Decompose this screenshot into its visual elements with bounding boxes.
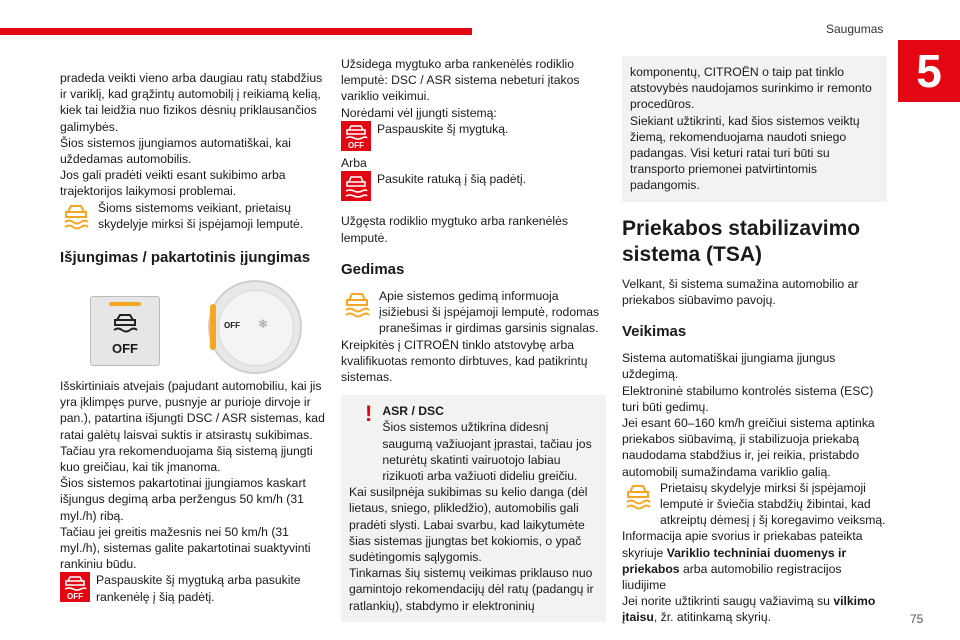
press-button-text: Paspauskite šį mygtuką arba pasukite rankenėlę į šią padėtį. xyxy=(96,573,301,604)
warning-lamp-text: Šioms sistemoms veikiant, prietaisų skydelyje mirksi ši įspėjamoji lemputė. xyxy=(98,200,304,231)
text-line: Šios sistemos įjungiamos automatiškai, kai xyxy=(60,135,291,150)
warning-title: ASR / DSC xyxy=(382,404,444,419)
text-line: trajektorijos laikymosi problemai. xyxy=(60,184,237,199)
text-line: myl./h) ribą. xyxy=(60,508,124,523)
info-post: arba automobilio registracijos liudijime xyxy=(622,561,842,593)
safety-paragraph xyxy=(622,593,887,625)
off-label: OFF xyxy=(112,341,138,357)
text-line: pradeda veikti vieno arba daugiau ratų stabdžius xyxy=(60,71,323,85)
tsa-title: Priekabos stabilizavimo sistema (TSA) xyxy=(622,216,861,266)
continued-box xyxy=(622,56,887,202)
drive-mode-knob[interactable] xyxy=(208,280,302,374)
tsa-lamp-note xyxy=(622,480,887,529)
fault-text: Apie sistemos gedimą informuoja įsižiebusi ši įspėjamoji lemputė, rodomas pranešimas ir girdimas garsinis signalas. xyxy=(379,289,600,336)
section-heading: Išjungimas / pakartotinis įjungimas xyxy=(60,248,311,266)
column-3 xyxy=(622,56,887,626)
skid-warning-icon xyxy=(60,200,92,234)
text-line: Išskirtiniais atvejais (pajudant automobiliu, kai jis xyxy=(60,379,322,394)
fault-heading: Gedimas xyxy=(341,260,405,278)
text-line: galimybės. xyxy=(60,119,119,134)
warning-box-header xyxy=(349,403,598,484)
text-line: uždedamas automobilis. xyxy=(60,152,192,167)
page-number: 75 xyxy=(910,612,924,626)
text-line: rankiniu būdu. xyxy=(60,557,137,572)
text-line: Sistema automatiškai įjungiama įjungus xyxy=(622,351,836,366)
text-line: ratai galėtų laisvai suktis ir atsirastų sukibimas. xyxy=(60,427,313,442)
text-line: Elektroninė stabilumo kontrolės sistema (ESC) xyxy=(622,383,874,398)
or-text: Arba xyxy=(341,156,367,171)
text-line: Užgęsta rodiklio mygtuko arba rankenėlės xyxy=(341,214,568,229)
text-line: automobilį sumažindama variklio galią. xyxy=(622,464,831,479)
fault-note xyxy=(341,288,606,337)
info-pre: Informacija apie svorius ir priekabas pateikta skyriuje xyxy=(622,529,863,560)
info-paragraph xyxy=(622,528,887,593)
safe-bold: vilkimo įtaisu xyxy=(622,594,876,625)
skid-warning-icon xyxy=(622,480,654,514)
dsc-off-button[interactable] xyxy=(90,296,160,366)
grey-text: komponentų, CITROËN o taip pat tinklo atstovybės naudojamos surinkimo ir remonto procedūros. xyxy=(630,65,872,112)
warning-lamp-note xyxy=(60,200,325,234)
warning-first: Šios sistemos užtikrina didesnį saugumą važiuojant įprastai, tačiau jos neturėtų skatinti vairuotojo labiau rizikuoti arba važiuoti dideliu greičiu. xyxy=(382,420,592,484)
column-1 xyxy=(60,70,325,607)
warning-tyres: Tinkamas šių sistemų veikimas priklauso nuo gamintojo rekomendacijų dėl ratų (padangų ir ratlankių), stabdymo ir elektroninių xyxy=(349,566,594,613)
dsc-off-red-icon xyxy=(60,572,90,606)
snow-icon: ❄ xyxy=(258,317,269,332)
text-line: turi būti gedimų. xyxy=(622,399,709,414)
text-line: Jei esant 60–160 km/h greičiui sistema aptinka xyxy=(622,416,875,431)
controls-illustration xyxy=(60,280,325,364)
warning-body: Kai susilpnėja sukibimas su kelio danga (dėl lietaus, sniego, plikledžio), automobilis gali pradėti slysti. Labai svarbu, kad laikytumėte šias sistemas įjungtas bet kokiomis, o ypač sudėtingomis sąlygomis. xyxy=(349,485,588,565)
text-line: Kreipkitės į CITROËN tinklo atstovybę arba xyxy=(341,337,575,352)
chapter-number: 5 xyxy=(898,40,960,102)
text-line: lemputė. xyxy=(341,230,388,245)
text-line: pan.), patartina išjungti DSC / ASR sistemas, kad xyxy=(60,411,325,426)
icon-off-text: OFF xyxy=(67,592,83,602)
turn-note xyxy=(341,171,606,205)
info-bold-link: Variklio techniniai duomenys ir priekabos xyxy=(622,545,847,576)
text-line: myl./h), sistemas galite pakartotinai suaktyvinti xyxy=(60,541,311,556)
warning-box xyxy=(341,395,606,622)
text-line: Šios sistemos pakartotinai įjungiamos kaskart xyxy=(60,476,306,491)
exclamation-icon: ! xyxy=(365,401,373,427)
header-accent-bar xyxy=(0,28,472,35)
text-line: Tačiau yra rekomenduojama šią sistemą įjungti xyxy=(60,443,313,458)
dsc-off-red-icon xyxy=(341,121,371,155)
text-line: Norėdami vėl įjungti sistemą: xyxy=(341,105,497,120)
safe-post: , žr. atitinkamą skyrių. xyxy=(653,610,772,625)
text-line: yra įklimpęs purve, pusnyje ar purioje dirvoje ir xyxy=(60,395,311,410)
text-line: naudodama stabdžius ir, jei reikia, pristabdo xyxy=(622,448,860,463)
text-line: Tačiau jei greitis mažesnis nei 50 km/h (31 xyxy=(60,524,289,539)
text-line: priekabos siūbavimą, ji stabilizuoja priekabą xyxy=(622,432,860,447)
text-line: kuo greičiau, kai tik įmanoma. xyxy=(60,460,221,475)
skid-red-icon xyxy=(341,171,371,205)
skid-warning-icon xyxy=(341,288,373,322)
safe-pre: Jei norite užtikrinti saugų važiavimą su xyxy=(622,594,834,609)
text-line: Jos gali pradėti veikti esant sukibimo arba xyxy=(60,168,286,183)
text-line: sistemas. xyxy=(341,370,393,385)
icon-off-text: OFF xyxy=(348,140,364,150)
text-line: kvalifikuotas remonto dirbtuves, kad patikrintų xyxy=(341,353,588,368)
text-line: išjungus degimą arba peržengus 50 km/h (31 xyxy=(60,492,304,507)
text-line: Užsidega mygtuko arba rankenėlės rodiklio xyxy=(341,57,575,71)
text-line: lemputė: DSC / ASR sistema nebeturi įtakos xyxy=(341,73,580,88)
tsa-lamp-text: Prietaisų skydelyje mirksi ši įspėjamoji lemputė ir šviečia stabdžių žibintai, kad atkreiptų dėmesį į šį koregavimo veiksmą. xyxy=(660,480,886,528)
section-title: Saugumas xyxy=(826,22,884,36)
operation-heading: Veikimas xyxy=(622,323,687,341)
knob-off-label: OFF xyxy=(224,321,240,331)
press-text: Paspauskite šį mygtuką. xyxy=(377,121,509,136)
press-note xyxy=(341,121,606,155)
text-line: ir variklį, kad grąžintų automobilį į reikiamą kelią, xyxy=(60,87,321,102)
grey-text-2: Siekiant užtikrinti, kad šios sistemos veiktų žiemą, rekomenduojama naudoti sniego padangas. Visi keturi ratai turi būti su transporto priemonei patvirtintomis padangomis. xyxy=(630,113,860,193)
column-2 xyxy=(341,56,606,622)
turn-text: Pasukite ratuką į šią padėtį. xyxy=(377,172,527,187)
skid-car-icon xyxy=(111,311,139,335)
text-line: variklio veikimui. xyxy=(341,89,430,104)
press-button-note xyxy=(60,572,325,606)
text-line: kiek tai leidžia nuo fizikos dėsnių priklausančios xyxy=(60,103,317,118)
tsa-intro: Velkant, ši sistema sumažina automobilio ar priekabos siūbavimo pavojų. xyxy=(622,276,859,307)
text-line: uždegimą. xyxy=(622,367,679,382)
